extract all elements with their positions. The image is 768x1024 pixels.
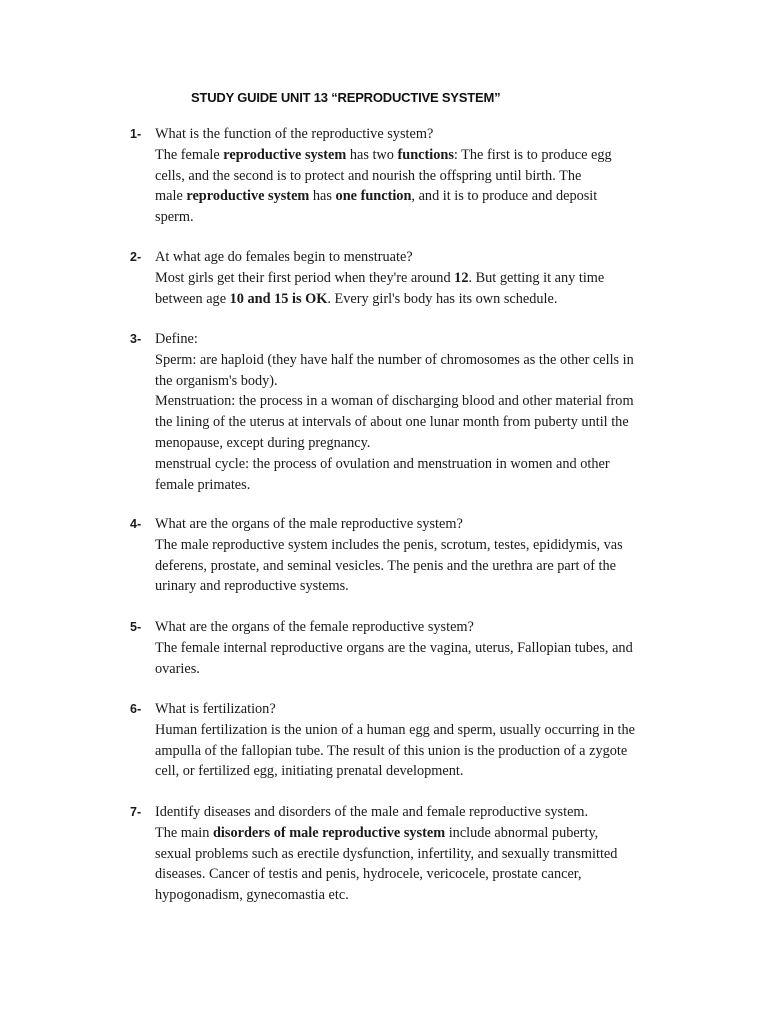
question-text: Identify diseases and disorders of the male and female reproductive system.	[155, 804, 589, 820]
answer-text: female primates.	[155, 476, 251, 493]
answer-text: ovaries.	[155, 660, 200, 677]
question-number: 4-	[130, 517, 142, 531]
question-item	[130, 617, 670, 679]
question-item	[130, 802, 670, 906]
question-text: What are the organs of the female reproductive system?	[155, 619, 474, 635]
question-number: 2-	[130, 250, 142, 264]
question-body	[155, 514, 670, 597]
answer-text: the lining of the uterus at intervals of about one lunar month from puberty until the	[155, 414, 629, 431]
question-number: 1-	[130, 127, 142, 141]
answer-text: The female internal reproductive organs are the vagina, uterus, Fallopian tubes, and	[155, 639, 633, 656]
answer-text: sperm.	[155, 209, 194, 226]
answer-text: menstrual cycle: the process of ovulation and menstruation in women and other	[155, 455, 610, 472]
answer-text: deferens, prostate, and seminal vesicles. The penis and the urethra are part of the	[155, 557, 617, 574]
question-text: Define:	[155, 331, 198, 347]
question-item	[130, 514, 670, 597]
answer-text: cells, and the second is to protect and nourish the offspring until birth. The	[155, 167, 582, 184]
answer-text: between age 10 and 15 is OK. Every girl's body has its own schedule.	[155, 290, 558, 307]
question-body	[155, 247, 670, 309]
question-body	[155, 124, 670, 228]
question-item	[130, 329, 670, 495]
question-number: 5-	[130, 620, 142, 634]
question-body	[155, 699, 670, 782]
answer-text: diseases. Cancer of testis and penis, hydrocele, vericocele, prostate cancer,	[155, 866, 582, 883]
answer-text: ampulla of the fallopian tube. The result of this union is the production of a zygote	[155, 742, 628, 759]
answer-text: cell, or fertilized egg, initiating prenatal development.	[155, 763, 464, 780]
answer-text: the organism's body).	[155, 372, 278, 389]
question-text: What is fertilization?	[155, 701, 276, 717]
bold-term: reproductive system	[223, 146, 347, 163]
answer-text: menopause, except during pregnancy.	[155, 434, 371, 451]
answer-text: sexual problems such as erectile dysfunction, infertility, and sexually transmitted	[155, 845, 618, 862]
question-number: 7-	[130, 805, 142, 819]
answer-text: The female reproductive system has two functions: The first is to produce egg	[155, 146, 612, 163]
answer-text: urinary and reproductive systems.	[155, 578, 349, 595]
question-item	[130, 247, 670, 309]
question-item	[130, 699, 670, 782]
bold-term: reproductive system	[186, 188, 310, 205]
answer-text: Most girls get their first period when they're around 12. But getting it any time	[155, 269, 605, 286]
answer-text: male reproductive system has one function, and it is to produce and deposit	[155, 188, 598, 205]
answer-text: hypogonadism, gynecomastia etc.	[155, 887, 349, 904]
question-number: 3-	[130, 332, 142, 346]
question-item	[130, 124, 670, 228]
bold-term: 12	[454, 269, 469, 286]
answer-text: Sperm: are haploid (they have half the number of chromosomes as the other cells in	[155, 351, 634, 368]
question-text: What is the function of the reproductive system?	[155, 126, 434, 142]
question-number: 6-	[130, 702, 142, 716]
question-body	[155, 617, 670, 679]
question-body	[155, 329, 670, 495]
question-text: At what age do females begin to menstruate?	[155, 249, 413, 265]
question-text: What are the organs of the male reproductive system?	[155, 516, 463, 532]
bold-term: functions	[397, 146, 454, 163]
answer-text: Menstruation: the process in a woman of discharging blood and other material from	[155, 393, 634, 410]
answer-text: The male reproductive system includes the penis, scrotum, testes, epididymis, vas	[155, 536, 623, 553]
answer-text: Human fertilization is the union of a human egg and sperm, usually occurring in the	[155, 721, 636, 738]
bold-term: one function	[335, 188, 412, 205]
page-title: STUDY GUIDE UNIT 13 “REPRODUCTIVE SYSTEM”	[191, 90, 501, 105]
question-body	[155, 802, 670, 906]
bold-term: 10 and 15 is OK	[229, 290, 328, 307]
bold-term: disorders of male reproductive system	[212, 824, 446, 841]
answer-text: The main disorders of male reproductive system include abnormal puberty,	[155, 824, 599, 841]
